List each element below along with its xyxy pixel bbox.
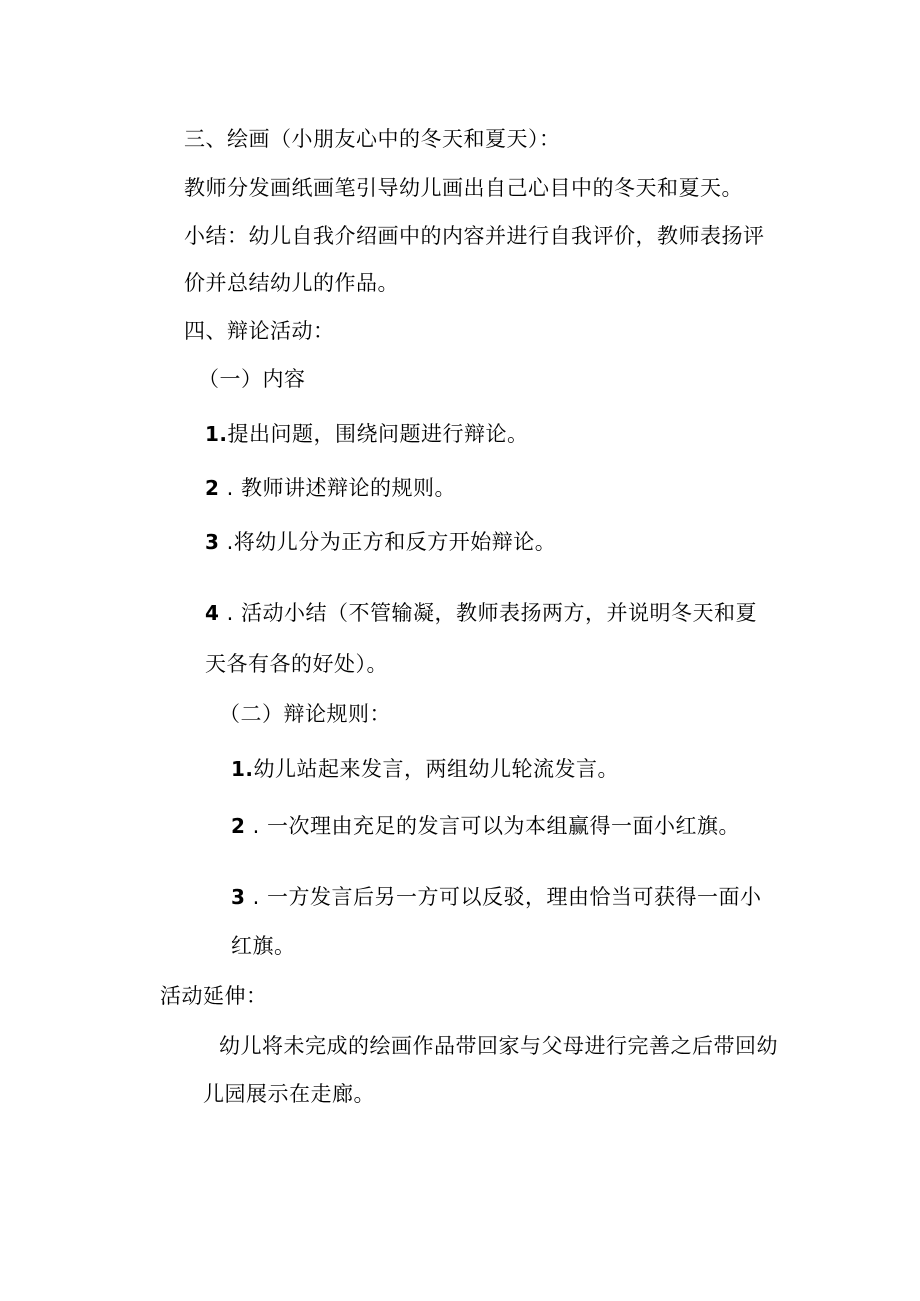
item-text: . 活动小结（不管输凝，教师表扬两方，并说明冬天和夏 <box>219 601 757 625</box>
extension-line-1: 幼儿将未完成的绘画作品带回家与父母进行完善之后带回幼 <box>219 1034 778 1058</box>
rules-heading: （二）辩论规则： <box>219 702 391 726</box>
summary-line-2: 价并总结幼儿的作品。 <box>184 271 399 295</box>
extension-line-2: 儿园展示在走廊。 <box>203 1082 375 1106</box>
item-text: . 一方发言后另一方可以反驳，理由恰当可获得一面小 <box>245 885 762 909</box>
summary-line-1: 小结：幼儿自我介绍画中的内容并进行自我评价，教师表扬评 <box>184 224 765 248</box>
section4-heading: 四、辩论活动： <box>184 319 335 343</box>
item-number: 3 <box>205 530 220 554</box>
content-item-3 <box>205 527 556 557</box>
item-number: 2 <box>231 814 246 838</box>
section3-heading: 三、绘画（小朋友心中的冬天和夏天）： <box>184 127 561 151</box>
item-number: 3 <box>231 885 246 909</box>
item-text: 提出问题，围绕问题进行辩论。 <box>227 422 529 446</box>
item-number: 1. <box>205 422 228 446</box>
content-item-4 <box>205 598 757 628</box>
rules-item-3 <box>231 882 761 912</box>
rules-item-3-continued: 红旗。 <box>231 934 296 958</box>
item-text: . 一次理由充足的发言可以为本组赢得一面小红旗。 <box>245 814 740 838</box>
item-text: . 教师讲述辩论的规则。 <box>219 476 456 500</box>
item-number: 1. <box>231 757 254 781</box>
content-item-4-continued: 天各有各的好处）。 <box>205 652 388 676</box>
item-number: 2 <box>205 476 220 500</box>
rules-item-2 <box>231 811 740 841</box>
content-item-1 <box>205 419 529 449</box>
extension-heading: 活动延伸： <box>160 984 268 1008</box>
content-item-2 <box>205 473 456 503</box>
section3-body: 教师分发画纸画笔引导幼儿画出自己心目中的冬天和夏天。 <box>184 176 743 200</box>
item-number: 4 <box>205 601 220 625</box>
content-heading: （一）内容 <box>198 367 306 391</box>
rules-item-1 <box>231 754 619 784</box>
item-text: .将幼儿分为正方和反方开始辩论。 <box>219 530 557 554</box>
item-text: 幼儿站起来发言，两组幼儿轮流发言。 <box>253 757 620 781</box>
